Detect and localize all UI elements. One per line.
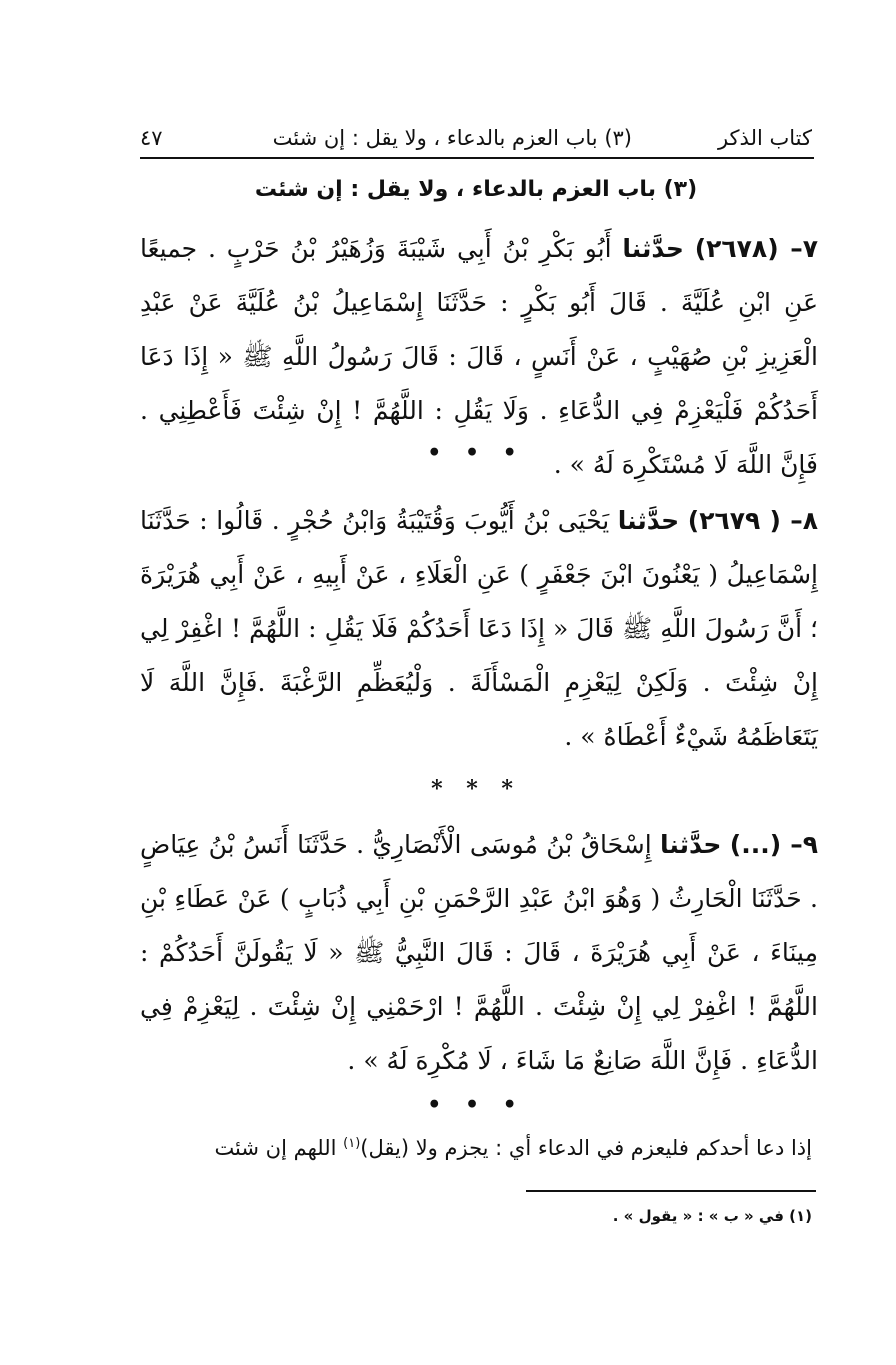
hadith-8 bbox=[140, 494, 818, 764]
section-separator: • • • bbox=[427, 440, 525, 466]
hadith-opening: حدَّثنا bbox=[660, 830, 722, 859]
hadith-opening: حدَّثنا bbox=[617, 506, 680, 535]
page-number: ٤٧ bbox=[140, 126, 163, 150]
running-head bbox=[140, 118, 812, 158]
hadith-text: إِسْحَاقُ بْنُ مُوسَى الْأَنْصَارِيُّ . حَدَّثَنَا أَنَسُ بْنُ عِيَاضٍ . حَدَّثَنَا الْحَارِثُ ( وَهُوَ ابْنُ عَبْدِ الرَّحْمَنِ بْنِ أَبِي ذُبَابٍ ) عَنْ عَطَاءِ بْنِ مِينَاءَ ، عَنْ أَبِي هُرَيْرَةَ ، قَالَ : قَالَ النَّبِيُّ ﷺ « لَا يَقُولَنَّ أَحَدُكُمْ : اللَّهُمَّ ! اغْفِرْ لِي إِنْ شِئْتَ . اللَّهُمَّ ! ارْحَمْنِي إِنْ شِئْتَ . لِيَعْزِمْ فِي الدُّعَاءِ . فَإِنَّ اللَّهَ صَانِعٌ مَا شَاءَ ، لَا مُكْرِهَ لَهُ » . bbox=[140, 830, 818, 1075]
footnote-rule bbox=[526, 1190, 816, 1192]
header-rule bbox=[140, 157, 814, 159]
hadith-opening: حدَّثنا bbox=[622, 234, 684, 263]
book-title: كتاب الذكر bbox=[717, 126, 812, 150]
commentary-text-start: إذا دعا أحدكم فليعزم في الدعاء أي : يجزم ولا (يقل) bbox=[360, 1136, 812, 1160]
commentary-text-end: اللهم إن شئت bbox=[214, 1136, 344, 1160]
section-separator: * * * bbox=[431, 776, 521, 802]
commentary bbox=[140, 1124, 812, 1168]
section-separator: • • • bbox=[427, 1092, 525, 1118]
chapter-title: (٣) باب العزم بالدعاء ، ولا يقل : إن شئت bbox=[254, 177, 698, 202]
hadith-number: ٨– ( ٢٦٧٩) bbox=[687, 506, 819, 535]
hadith-number: ٩– (...) bbox=[729, 830, 819, 859]
hadith-9 bbox=[140, 818, 818, 1088]
hadith-text: أَبُو بَكْرِ بْنُ أَبِي شَيْبَةَ وَزُهَيْرُ بْنُ حَرْبٍ . جميعًا عَنِ ابْنِ عُلَيَّةَ . قَالَ أَبُو بَكْرٍ : حَدَّثَنَا إِسْمَاعِيلُ بْنُ عُلَيَّةَ عَنْ عَبْدِ الْعَزِيزِ بْنِ صُهَيْبٍ ، عَنْ أَنَسٍ ، قَالَ : قَالَ رَسُولُ اللَّهِ ﷺ « إِذَا دَعَا أَحَدُكُمْ فَلْيَعْزِمْ فِي الدُّعَاءِ . وَلَا يَقُلِ : اللَّهُمَّ ! إِنْ شِئْتَ فَأَعْطِنِي . فَإِنَّ اللَّهَ لَا مُسْتَكْرِهَ لَهُ » . bbox=[140, 234, 818, 479]
footnote-marker: (١) bbox=[343, 1136, 361, 1151]
hadith-text: يَحْيَى بْنُ أَيُّوبَ وَقُتَيْبَةُ وَابْنُ حُجْرٍ . قَالُوا : حَدَّثَنَا إِسْمَاعِيلُ ( يَعْنُونَ ابْنَ جَعْفَرٍ ) عَنِ الْعَلَاءِ ، عَنْ أَبِيهِ ، عَنْ أَبِي هُرَيْرَةَ ؛ أَنَّ رَسُولَ اللَّهِ ﷺ قَالَ « إِذَا دَعَا أَحَدُكُمْ فَلَا يَقُلِ : اللَّهُمَّ ! اغْفِرْ لِي إِنْ شِئْتَ . وَلَكِنْ لِيَعْزِمِ الْمَسْأَلَةَ . وَلْيُعَظِّمِ الرَّغْبَةَ .فَإِنَّ اللَّهَ لَا يَتَعَاظَمُهُ شَيْءٌ أَعْطَاهُ » . bbox=[140, 506, 818, 751]
chapter-running-title: (٣) باب العزم بالدعاء ، ولا يقل : إن شئت bbox=[272, 126, 632, 150]
hadith-number: ٧– (٢٦٧٨) bbox=[694, 234, 818, 263]
footnote: (١) في « ب » : « يقول » . bbox=[612, 1207, 812, 1225]
